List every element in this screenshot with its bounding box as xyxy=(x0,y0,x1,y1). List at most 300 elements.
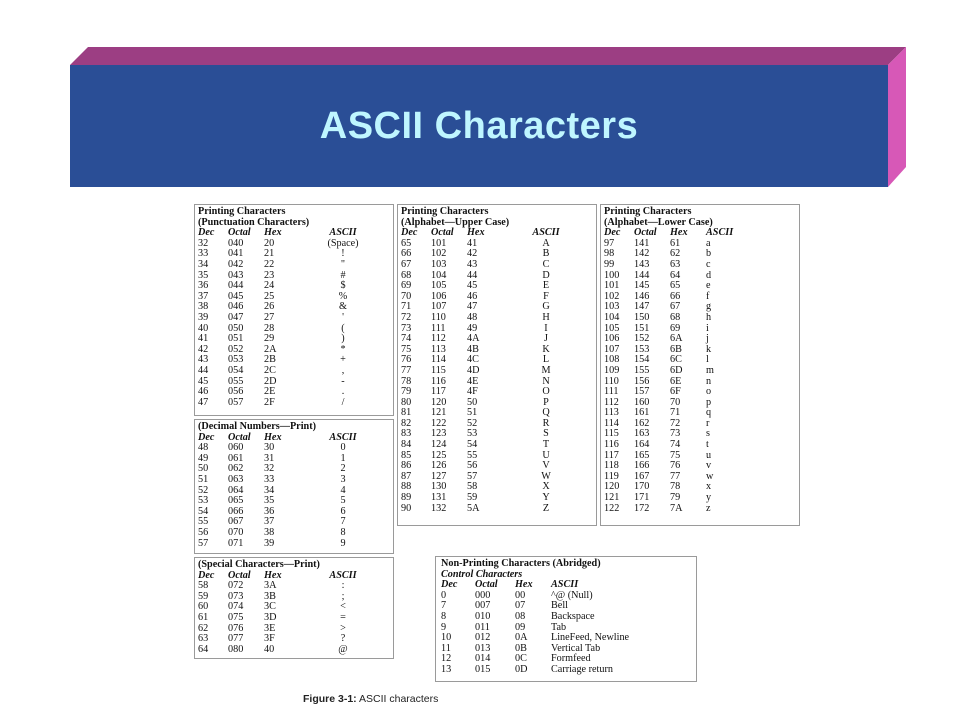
table-row xyxy=(604,398,796,409)
cell-dec: 11 xyxy=(441,642,451,654)
cell-ascii: ' xyxy=(342,311,344,323)
cell-hex: 70 xyxy=(670,396,681,408)
cell-octal: 147 xyxy=(634,301,650,313)
cell-ascii: $ xyxy=(340,280,346,292)
cell-dec: 79 xyxy=(401,386,412,398)
cell-dec: 88 xyxy=(401,481,412,493)
col-dec: Dec xyxy=(441,579,458,591)
cell-dec: 65 xyxy=(401,237,412,249)
table-row xyxy=(604,472,796,483)
upper-case-table xyxy=(397,204,597,526)
cell-hex: 40 xyxy=(264,643,275,655)
cell-dec: 109 xyxy=(604,364,620,376)
cell-dec: 56 xyxy=(198,526,209,538)
cell-octal: 075 xyxy=(228,611,244,623)
cell-hex: 44 xyxy=(467,269,478,281)
cell-octal: 153 xyxy=(634,343,650,355)
col-dec: Dec xyxy=(401,227,418,239)
cell-ascii: u xyxy=(706,449,712,461)
cell-hex: 77 xyxy=(670,470,681,482)
cell-hex: 49 xyxy=(467,322,478,334)
col-octal: Octal xyxy=(634,227,657,239)
cell-ascii: Carriage return xyxy=(551,663,613,675)
cell-dec: 105 xyxy=(604,322,620,334)
cell-dec: 87 xyxy=(401,470,412,482)
cell-octal: 143 xyxy=(634,258,650,270)
cell-hex: 76 xyxy=(670,460,681,472)
cell-dec: 61 xyxy=(198,611,209,623)
cell-dec: 39 xyxy=(198,311,209,323)
cell-hex: 62 xyxy=(670,248,681,260)
cell-hex: 37 xyxy=(264,516,275,528)
cell-dec: 68 xyxy=(401,269,412,281)
cell-octal: 062 xyxy=(228,463,244,475)
table-row xyxy=(604,482,796,493)
cell-dec: 86 xyxy=(401,460,412,472)
table-row xyxy=(198,592,390,603)
cell-octal: 126 xyxy=(431,460,447,472)
cell-dec: 44 xyxy=(198,364,209,376)
col-dec: Dec xyxy=(198,227,215,239)
cell-octal: 015 xyxy=(475,663,491,675)
table-rows xyxy=(198,443,390,549)
column-headers xyxy=(198,571,390,582)
cell-dec: 46 xyxy=(198,386,209,398)
cell-ascii: M xyxy=(541,364,551,376)
col-hex: Hex xyxy=(515,579,533,591)
cell-hex: 20 xyxy=(264,237,275,249)
cell-dec: 0 xyxy=(441,589,447,601)
cell-dec: 74 xyxy=(401,333,412,345)
cell-octal: 056 xyxy=(228,386,244,398)
cell-hex: 45 xyxy=(467,280,478,292)
cell-octal: 156 xyxy=(634,375,650,387)
cell-dec: 82 xyxy=(401,417,412,429)
table-header: Printing Characters xyxy=(198,206,286,217)
cell-hex: 3D xyxy=(264,611,277,623)
punctuation-table xyxy=(194,204,394,416)
col-ascii: ASCII xyxy=(532,227,560,239)
table-subheader: (Punctuation Characters) xyxy=(198,216,310,228)
cell-hex: 3F xyxy=(264,633,275,645)
cell-octal: 106 xyxy=(431,290,447,302)
table-rows xyxy=(198,239,390,409)
table-row xyxy=(198,443,390,454)
cell-hex: 43 xyxy=(467,258,478,270)
cell-octal: 067 xyxy=(228,516,244,528)
cell-hex: 4C xyxy=(467,354,479,366)
table-row xyxy=(198,507,390,518)
cell-octal: 145 xyxy=(634,280,650,292)
cell-ascii: m xyxy=(706,364,714,376)
cell-hex: 54 xyxy=(467,439,478,451)
cell-octal: 103 xyxy=(431,258,447,270)
table-row xyxy=(604,281,796,292)
cell-octal: 101 xyxy=(431,237,447,249)
col-ascii: ASCII xyxy=(551,579,579,591)
caption-label: Figure 3-1: xyxy=(303,693,357,705)
cell-octal: 167 xyxy=(634,470,650,482)
table-row xyxy=(198,377,390,388)
cell-octal: 054 xyxy=(228,364,244,376)
table-row xyxy=(198,292,390,303)
cell-hex: 31 xyxy=(264,452,275,464)
cell-octal: 074 xyxy=(228,601,244,613)
cell-ascii: " xyxy=(340,258,346,270)
cell-ascii: : xyxy=(341,580,345,592)
cell-octal: 113 xyxy=(431,343,446,355)
cell-dec: 8 xyxy=(441,610,447,622)
cell-octal: 152 xyxy=(634,333,650,345)
cell-octal: 042 xyxy=(228,258,244,270)
cell-dec: 100 xyxy=(604,269,620,281)
cell-octal: 053 xyxy=(228,354,244,366)
table-row xyxy=(198,486,390,497)
cell-hex: 34 xyxy=(264,484,275,496)
cell-ascii: / xyxy=(341,396,345,408)
cell-octal: 000 xyxy=(475,589,491,601)
cell-ascii: y xyxy=(706,492,712,504)
table-row xyxy=(604,451,796,462)
cell-hex: 66 xyxy=(670,290,681,302)
cell-octal: 043 xyxy=(228,269,244,281)
table-row xyxy=(401,493,593,504)
cell-octal: 055 xyxy=(228,375,244,387)
cell-hex: 55 xyxy=(467,449,478,461)
table-rows xyxy=(604,239,796,514)
cell-ascii: Tab xyxy=(551,621,567,633)
cell-octal: 045 xyxy=(228,290,244,302)
cell-dec: 118 xyxy=(604,460,619,472)
cell-octal: 070 xyxy=(228,526,244,538)
cell-octal: 154 xyxy=(634,354,650,366)
cell-octal: 076 xyxy=(228,622,244,634)
table-row xyxy=(604,461,796,472)
cell-hex: 00 xyxy=(515,589,526,601)
cell-octal: 116 xyxy=(431,375,446,387)
table-row xyxy=(198,271,390,282)
cell-octal: 012 xyxy=(475,632,491,644)
cell-hex: 0C xyxy=(515,653,527,665)
column-headers xyxy=(604,228,796,239)
cell-hex: 27 xyxy=(264,311,275,323)
table-row xyxy=(401,398,593,409)
cell-ascii: j xyxy=(706,333,709,345)
cell-octal: 107 xyxy=(431,301,447,313)
table-subheader: Control Characters xyxy=(441,568,523,580)
cell-dec: 52 xyxy=(198,484,209,496)
cell-octal: 166 xyxy=(634,460,650,472)
lower-case-table xyxy=(600,204,800,526)
cell-ascii: Vertical Tab xyxy=(551,642,601,654)
cell-dec: 122 xyxy=(604,502,620,514)
table-row xyxy=(198,345,390,356)
cell-ascii: V xyxy=(542,460,550,472)
cell-ascii: s xyxy=(706,428,710,440)
cell-dec: 45 xyxy=(198,375,209,387)
col-dec: Dec xyxy=(198,431,215,443)
cell-octal: 071 xyxy=(228,537,244,549)
col-octal: Octal xyxy=(228,227,251,239)
cell-octal: 105 xyxy=(431,280,447,292)
cell-dec: 116 xyxy=(604,439,619,451)
table-row xyxy=(604,313,796,324)
cell-octal: 164 xyxy=(634,439,650,451)
cell-dec: 90 xyxy=(401,502,412,514)
cell-ascii: z xyxy=(706,502,711,514)
table-row xyxy=(604,493,796,504)
table-row xyxy=(604,377,796,388)
cell-hex: 2B xyxy=(264,354,276,366)
cell-ascii: F xyxy=(543,290,549,302)
table-row xyxy=(198,528,390,539)
cell-ascii: LineFeed, Newline xyxy=(551,632,630,644)
table-row xyxy=(401,313,593,324)
cell-octal: 041 xyxy=(228,248,244,260)
cell-ascii: D xyxy=(542,269,550,281)
cell-octal: 161 xyxy=(634,407,650,419)
table-row xyxy=(401,271,593,282)
cell-octal: 125 xyxy=(431,449,447,461)
banner-side-bevel xyxy=(888,47,906,187)
non-printing-table xyxy=(435,556,697,682)
table-row xyxy=(401,334,593,345)
table-row xyxy=(604,408,796,419)
cell-hex: 0D xyxy=(515,663,528,675)
cell-hex: 09 xyxy=(515,621,526,633)
table-row xyxy=(604,366,796,377)
cell-octal: 122 xyxy=(431,417,447,429)
cell-octal: 110 xyxy=(431,311,446,323)
cell-ascii: 6 xyxy=(340,505,346,517)
cell-ascii: - xyxy=(341,375,345,387)
table-row xyxy=(401,472,593,483)
col-octal: Octal xyxy=(228,431,251,443)
cell-hex: 4F xyxy=(467,386,478,398)
cell-hex: 78 xyxy=(670,481,681,493)
cell-dec: 108 xyxy=(604,354,620,366)
cell-ascii: n xyxy=(706,375,712,387)
cell-octal: 080 xyxy=(228,643,244,655)
cell-dec: 77 xyxy=(401,364,412,376)
cell-hex: 08 xyxy=(515,610,526,622)
cell-ascii: + xyxy=(340,354,346,366)
cell-octal: 121 xyxy=(431,407,447,419)
special-characters-table xyxy=(194,557,394,659)
cell-hex: 73 xyxy=(670,428,681,440)
figure-caption xyxy=(303,693,438,705)
cell-dec: 84 xyxy=(401,439,412,451)
cell-dec: 57 xyxy=(198,537,209,549)
table-row xyxy=(401,239,593,250)
table-rows xyxy=(441,591,693,676)
table-row xyxy=(604,429,796,440)
cell-hex: 59 xyxy=(467,492,478,504)
cell-hex: 50 xyxy=(467,396,478,408)
cell-octal: 144 xyxy=(634,269,650,281)
cell-hex: 35 xyxy=(264,495,275,507)
cell-dec: 60 xyxy=(198,601,209,613)
cell-hex: 21 xyxy=(264,248,275,260)
cell-dec: 33 xyxy=(198,248,209,260)
cell-dec: 63 xyxy=(198,633,209,645)
cell-octal: 130 xyxy=(431,481,447,493)
cell-ascii: C xyxy=(542,258,550,270)
cell-ascii: # xyxy=(340,269,346,281)
table-row xyxy=(401,408,593,419)
table-row xyxy=(604,440,796,451)
cell-ascii: x xyxy=(706,481,712,493)
col-ascii: ASCII xyxy=(329,569,357,581)
cell-dec: 97 xyxy=(604,237,615,249)
table-row xyxy=(401,419,593,430)
cell-dec: 114 xyxy=(604,417,619,429)
cell-dec: 78 xyxy=(401,375,412,387)
cell-hex: 41 xyxy=(467,237,478,249)
table-row xyxy=(198,324,390,335)
cell-octal: 123 xyxy=(431,428,447,440)
column-headers xyxy=(198,228,390,239)
table-row xyxy=(604,419,796,430)
cell-dec: 37 xyxy=(198,290,209,302)
cell-ascii: X xyxy=(542,481,550,493)
cell-dec: 112 xyxy=(604,396,619,408)
cell-dec: 36 xyxy=(198,280,209,292)
cell-hex: 6F xyxy=(670,386,681,398)
cell-ascii: Formfeed xyxy=(551,653,591,665)
cell-hex: 28 xyxy=(264,322,275,334)
cell-octal: 112 xyxy=(431,333,446,345)
table-row xyxy=(198,624,390,635)
cell-dec: 53 xyxy=(198,495,209,507)
cell-dec: 59 xyxy=(198,590,209,602)
cell-octal: 072 xyxy=(228,580,244,592)
cell-ascii: Y xyxy=(542,492,550,504)
col-ascii: ASCII xyxy=(329,431,357,443)
table-row xyxy=(401,482,593,493)
cell-octal: 150 xyxy=(634,311,650,323)
table-row xyxy=(604,334,796,345)
cell-ascii: 0 xyxy=(340,442,346,454)
table-row xyxy=(401,440,593,451)
cell-ascii: , xyxy=(341,364,345,376)
table-row xyxy=(198,239,390,250)
table-row xyxy=(198,313,390,324)
col-hex: Hex xyxy=(467,227,485,239)
cell-dec: 49 xyxy=(198,452,209,464)
cell-hex: 29 xyxy=(264,333,275,345)
cell-octal: 160 xyxy=(634,396,650,408)
cell-octal: 077 xyxy=(228,633,244,645)
cell-ascii: 9 xyxy=(340,537,346,549)
cell-dec: 111 xyxy=(604,386,619,398)
cell-hex: 7A xyxy=(670,502,683,514)
cell-hex: 63 xyxy=(670,258,681,270)
cell-dec: 51 xyxy=(198,473,209,485)
cell-ascii: 7 xyxy=(340,516,346,528)
table-row xyxy=(401,249,593,260)
cell-dec: 64 xyxy=(198,643,209,655)
table-row xyxy=(198,645,390,656)
cell-octal: 172 xyxy=(634,502,650,514)
col-hex: Hex xyxy=(264,569,282,581)
cell-hex: 4B xyxy=(467,343,479,355)
cell-dec: 50 xyxy=(198,463,209,475)
cell-dec: 120 xyxy=(604,481,620,493)
cell-hex: 4D xyxy=(467,364,480,376)
cell-dec: 104 xyxy=(604,311,620,323)
cell-ascii: a xyxy=(706,237,711,249)
col-dec: Dec xyxy=(604,227,621,239)
page-title: ASCII Characters xyxy=(319,104,639,147)
column-headers xyxy=(401,228,593,239)
cell-hex: 6A xyxy=(670,333,683,345)
cell-ascii: % xyxy=(338,290,348,302)
cell-dec: 42 xyxy=(198,343,209,355)
table-row xyxy=(198,602,390,613)
cell-dec: 117 xyxy=(604,449,619,461)
table-row xyxy=(604,504,796,515)
cell-hex: 33 xyxy=(264,473,275,485)
cell-dec: 35 xyxy=(198,269,209,281)
cell-ascii: i xyxy=(706,322,709,334)
cell-hex: 3C xyxy=(264,601,276,613)
cell-ascii: l xyxy=(706,354,709,366)
decimal-numbers-table xyxy=(194,419,394,554)
cell-ascii: Q xyxy=(542,407,550,419)
table-row xyxy=(401,260,593,271)
cell-hex: 0A xyxy=(515,632,528,644)
table-row xyxy=(198,634,390,645)
cell-octal: 117 xyxy=(431,386,446,398)
table-row xyxy=(401,504,593,515)
cell-ascii: (Space) xyxy=(327,237,359,249)
cell-ascii: ; xyxy=(341,590,345,602)
cell-hex: 58 xyxy=(467,481,478,493)
cell-ascii: @ xyxy=(338,643,348,655)
cell-dec: 34 xyxy=(198,258,209,270)
cell-ascii: e xyxy=(706,280,711,292)
cell-hex: 47 xyxy=(467,301,478,313)
column-headers xyxy=(198,433,390,444)
cell-hex: 2D xyxy=(264,375,277,387)
cell-octal: 131 xyxy=(431,492,447,504)
cell-octal: 141 xyxy=(634,237,650,249)
cell-octal: 170 xyxy=(634,481,650,493)
table-row xyxy=(604,292,796,303)
cell-octal: 057 xyxy=(228,396,244,408)
table-row xyxy=(198,249,390,260)
cell-dec: 13 xyxy=(441,663,452,675)
cell-ascii: K xyxy=(542,343,550,355)
cell-hex: 75 xyxy=(670,449,681,461)
table-row xyxy=(198,355,390,366)
cell-dec: 67 xyxy=(401,258,412,270)
table-header: (Special Characters—Print) xyxy=(198,559,320,570)
cell-dec: 83 xyxy=(401,428,412,440)
banner-face xyxy=(70,65,888,187)
table-row xyxy=(198,475,390,486)
cell-dec: 38 xyxy=(198,301,209,313)
table-row xyxy=(198,581,390,592)
table-row xyxy=(401,377,593,388)
cell-ascii: T xyxy=(542,439,550,451)
cell-dec: 66 xyxy=(401,248,412,260)
cell-hex: 0B xyxy=(515,642,527,654)
cell-hex: 3B xyxy=(264,590,276,602)
table-row xyxy=(604,355,796,366)
cell-ascii: ? xyxy=(340,633,346,645)
